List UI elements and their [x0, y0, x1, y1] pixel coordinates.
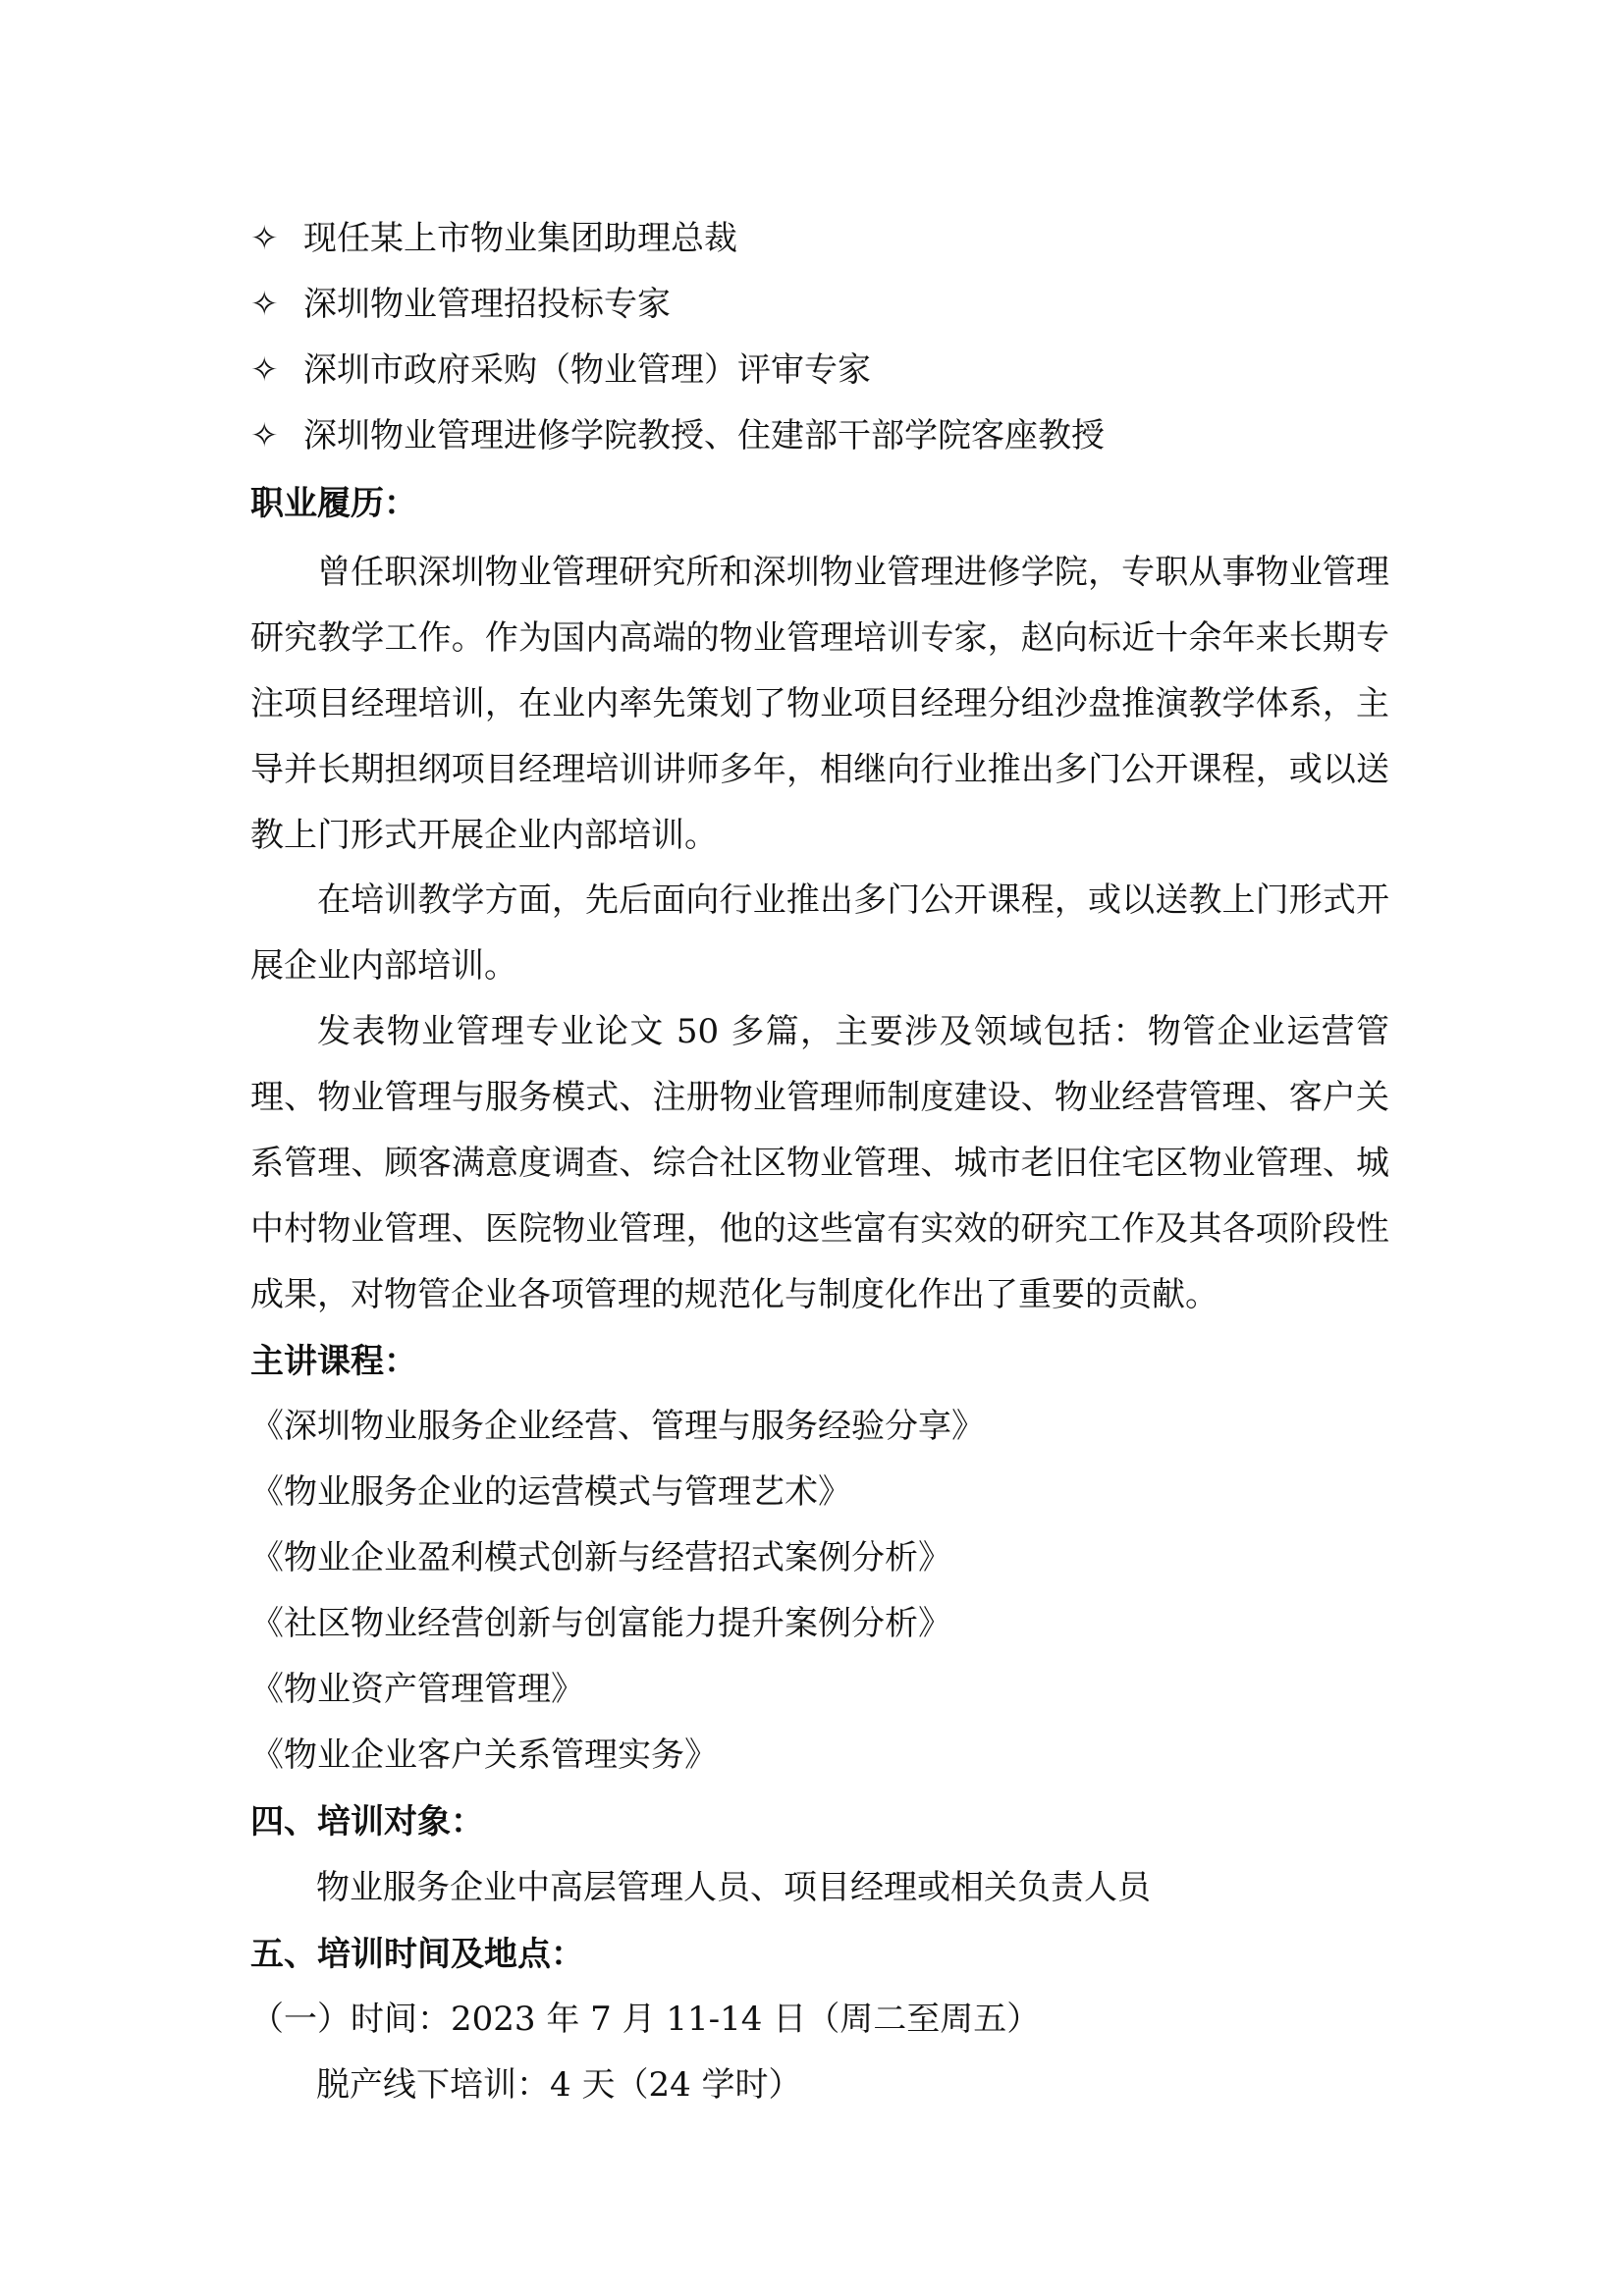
bullet-item [250, 347, 871, 393]
bullet-text: 深圳市政府采购（物业管理）评审专家 [303, 350, 871, 390]
schedule-format: 脱产线下培训：4 天（24 学时） [316, 2065, 802, 2105]
course-item: 《物业企业客户关系管理实务》 [250, 1735, 718, 1775]
career-paragraph: 在培训教学方面，先后面向行业推出多门公开课程，或以送教上门形式开展企业内部培训。 [250, 881, 1389, 986]
bullet-item [250, 413, 1105, 458]
career-heading: 职业履历： [250, 484, 417, 523]
course-item: 《物业企业盈利模式创新与经营招式案例分析》 [250, 1538, 951, 1577]
course-item: 《物业服务企业的运营模式与管理艺术》 [250, 1472, 851, 1512]
sparkle-bullet-icon: ✧ [250, 219, 279, 258]
bullet-text: 现任某上市物业集团助理总裁 [303, 219, 737, 258]
bullet-text: 深圳物业管理进修学院教授、住建部干部学院客座教授 [303, 416, 1105, 455]
sparkle-bullet-icon: ✧ [250, 416, 279, 455]
courses-heading: 主讲课程： [250, 1342, 417, 1381]
career-paragraph: 曾任职深圳物业管理研究所和深圳物业管理进修学院，专职从事物业管理研究教学工作。作为国内高端的物业管理培训专家，赵向标近十余年来长期专注项目经理培训，在业内率先策划了物业项目经理分组沙盘推演教学体系，主导并长期担纲项目经理培训讲师多年，相继向行业推出多门公开课程，或以送教上门形式开展企业内部培训。 [250, 553, 1389, 855]
bullet-text: 深圳物业管理招投标专家 [303, 285, 671, 324]
sparkle-bullet-icon: ✧ [250, 285, 279, 324]
course-item: 《深圳物业服务企业经营、管理与服务经验分享》 [250, 1407, 985, 1446]
course-item: 《物业资产管理管理》 [250, 1670, 584, 1709]
schedule-heading: 五、培训时间及地点： [250, 1935, 584, 1974]
course-item: 《社区物业经营创新与创富能力提升案例分析》 [250, 1604, 951, 1643]
bullet-item [250, 216, 737, 261]
bullet-item [250, 282, 671, 327]
career-paragraph: 发表物业管理专业论文 50 多篇，主要涉及领域包括：物管企业运营管理、物业管理与服务模式、注册物业管理师制度建设、物业经营管理、客户关系管理、顾客满意度调查、综合社区物业管理、城市老旧住宅区物业管理、城中村物业管理、医院物业管理，他的这些富有实效的研究工作及其各项阶段性成果，对物管企业各项管理的规范化与制度化作出了重要的贡献。 [250, 1012, 1389, 1314]
target-heading: 四、培训对象： [250, 1802, 484, 1842]
target-text: 物业服务企业中高层管理人员、项目经理或相关负责人员 [316, 1868, 1151, 1907]
schedule-time: （一）时间：2023 年 7 月 11-14 日（周二至周五） [250, 2000, 1041, 2039]
sparkle-bullet-icon: ✧ [250, 350, 279, 390]
